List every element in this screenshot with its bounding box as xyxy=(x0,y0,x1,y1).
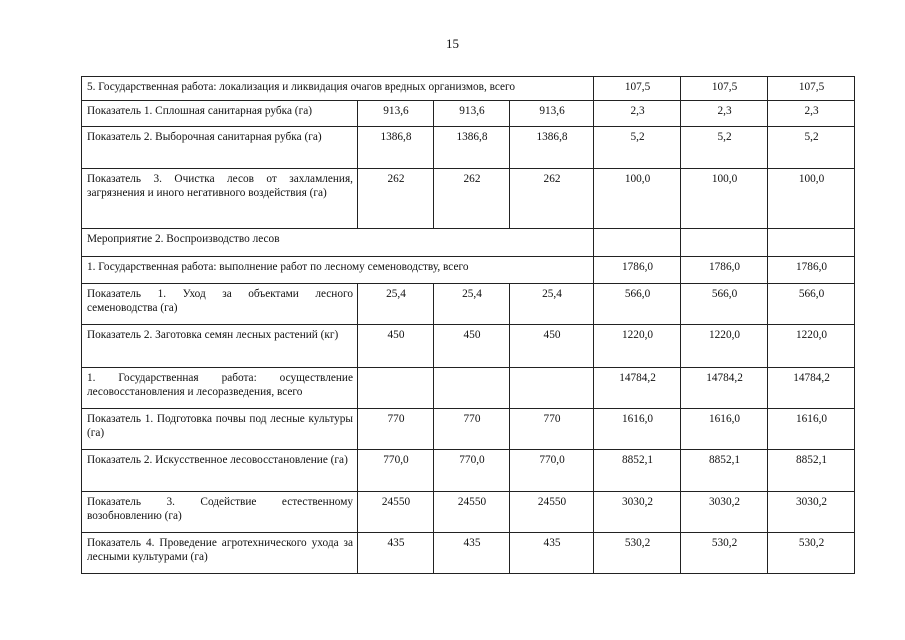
cell-value: 450 xyxy=(510,325,594,368)
table-row xyxy=(82,325,855,368)
cell-value: 450 xyxy=(434,325,510,368)
cell-value: 1786,0 xyxy=(681,257,768,284)
cell-value: 100,0 xyxy=(768,169,855,229)
cell-value: 5,2 xyxy=(681,127,768,169)
cell-value xyxy=(681,229,768,257)
cell-value: 100,0 xyxy=(594,169,681,229)
cell-value: 913,6 xyxy=(510,101,594,127)
cell-value: 913,6 xyxy=(358,101,434,127)
row-label: Показатель 2. Заготовка семян лесных растений (кг) xyxy=(82,325,358,368)
cell-value: 530,2 xyxy=(594,533,681,574)
cell-value: 770 xyxy=(434,409,510,450)
cell-value xyxy=(434,368,510,409)
cell-value: 24550 xyxy=(510,492,594,533)
table-row xyxy=(82,127,855,169)
table-row xyxy=(82,257,855,284)
cell-value: 1220,0 xyxy=(681,325,768,368)
cell-value: 107,5 xyxy=(681,77,768,101)
row-label: 1. Государственная работа: осуществление лесовосстановления и лесоразведения, всего xyxy=(82,368,358,409)
cell-value: 100,0 xyxy=(681,169,768,229)
cell-value: 435 xyxy=(358,533,434,574)
table-row xyxy=(82,284,855,325)
table-row xyxy=(82,409,855,450)
cell-value: 262 xyxy=(434,169,510,229)
cell-value: 1386,8 xyxy=(434,127,510,169)
cell-value: 566,0 xyxy=(681,284,768,325)
cell-value xyxy=(594,229,681,257)
cell-value: 24550 xyxy=(358,492,434,533)
cell-value: 8852,1 xyxy=(681,450,768,492)
cell-value xyxy=(358,368,434,409)
cell-value: 770 xyxy=(358,409,434,450)
cell-value: 1386,8 xyxy=(510,127,594,169)
cell-value xyxy=(768,229,855,257)
cell-value: 913,6 xyxy=(434,101,510,127)
row-label: Показатель 1. Уход за объектами лесного семеноводства (га) xyxy=(82,284,358,325)
table-row xyxy=(82,450,855,492)
cell-value: 566,0 xyxy=(594,284,681,325)
cell-value: 5,2 xyxy=(594,127,681,169)
cell-value: 1386,8 xyxy=(358,127,434,169)
table-row xyxy=(82,101,855,127)
row-label: 1. Государственная работа: выполнение работ по лесному семеноводству, всего xyxy=(82,257,594,284)
cell-value: 770,0 xyxy=(434,450,510,492)
cell-value: 107,5 xyxy=(594,77,681,101)
cell-value: 770 xyxy=(510,409,594,450)
cell-value: 262 xyxy=(358,169,434,229)
cell-value xyxy=(510,368,594,409)
row-label: Мероприятие 2. Воспроизводство лесов xyxy=(82,229,594,257)
cell-value: 14784,2 xyxy=(594,368,681,409)
row-label: Показатель 1. Сплошная санитарная рубка (га) xyxy=(82,101,358,127)
cell-value: 2,3 xyxy=(768,101,855,127)
cell-value: 14784,2 xyxy=(768,368,855,409)
row-label: Показатель 1. Подготовка почвы под лесные культуры (га) xyxy=(82,409,358,450)
cell-value: 530,2 xyxy=(768,533,855,574)
cell-value: 1786,0 xyxy=(768,257,855,284)
table-row xyxy=(82,533,855,574)
table-row xyxy=(82,229,855,257)
row-label: Показатель 4. Проведение агротехнического ухода за лесными культурами (га) xyxy=(82,533,358,574)
cell-value: 25,4 xyxy=(434,284,510,325)
cell-value: 1786,0 xyxy=(594,257,681,284)
cell-value: 2,3 xyxy=(681,101,768,127)
cell-value: 1220,0 xyxy=(768,325,855,368)
row-label: Показатель 2. Выборочная санитарная рубка (га) xyxy=(82,127,358,169)
row-label: Показатель 2. Искусственное лесовосстановление (га) xyxy=(82,450,358,492)
cell-value: 1616,0 xyxy=(594,409,681,450)
page-number: 15 xyxy=(446,36,459,51)
indicators-table xyxy=(81,76,855,574)
cell-value: 1616,0 xyxy=(768,409,855,450)
table-row xyxy=(82,368,855,409)
cell-value: 435 xyxy=(434,533,510,574)
cell-value: 435 xyxy=(510,533,594,574)
cell-value: 566,0 xyxy=(768,284,855,325)
table-row xyxy=(82,492,855,533)
cell-value: 5,2 xyxy=(768,127,855,169)
cell-value: 25,4 xyxy=(510,284,594,325)
row-label: Показатель 3. Содействие естественному возобновлению (га) xyxy=(82,492,358,533)
row-label: 5. Государственная работа: локализация и ликвидация очагов вредных организмов, всего xyxy=(82,77,594,101)
cell-value: 1616,0 xyxy=(681,409,768,450)
cell-value: 3030,2 xyxy=(768,492,855,533)
cell-value: 262 xyxy=(510,169,594,229)
cell-value: 107,5 xyxy=(768,77,855,101)
cell-value: 3030,2 xyxy=(681,492,768,533)
cell-value: 770,0 xyxy=(358,450,434,492)
cell-value: 8852,1 xyxy=(768,450,855,492)
cell-value: 3030,2 xyxy=(594,492,681,533)
table-row xyxy=(82,169,855,229)
cell-value: 25,4 xyxy=(358,284,434,325)
cell-value: 1220,0 xyxy=(594,325,681,368)
cell-value: 24550 xyxy=(434,492,510,533)
cell-value: 770,0 xyxy=(510,450,594,492)
cell-value: 8852,1 xyxy=(594,450,681,492)
cell-value: 2,3 xyxy=(594,101,681,127)
cell-value: 450 xyxy=(358,325,434,368)
cell-value: 530,2 xyxy=(681,533,768,574)
row-label: Показатель 3. Очистка лесов от захламления, загрязнения и иного негативного воздействия (га) xyxy=(82,169,358,229)
cell-value: 14784,2 xyxy=(681,368,768,409)
table-row xyxy=(82,77,855,101)
